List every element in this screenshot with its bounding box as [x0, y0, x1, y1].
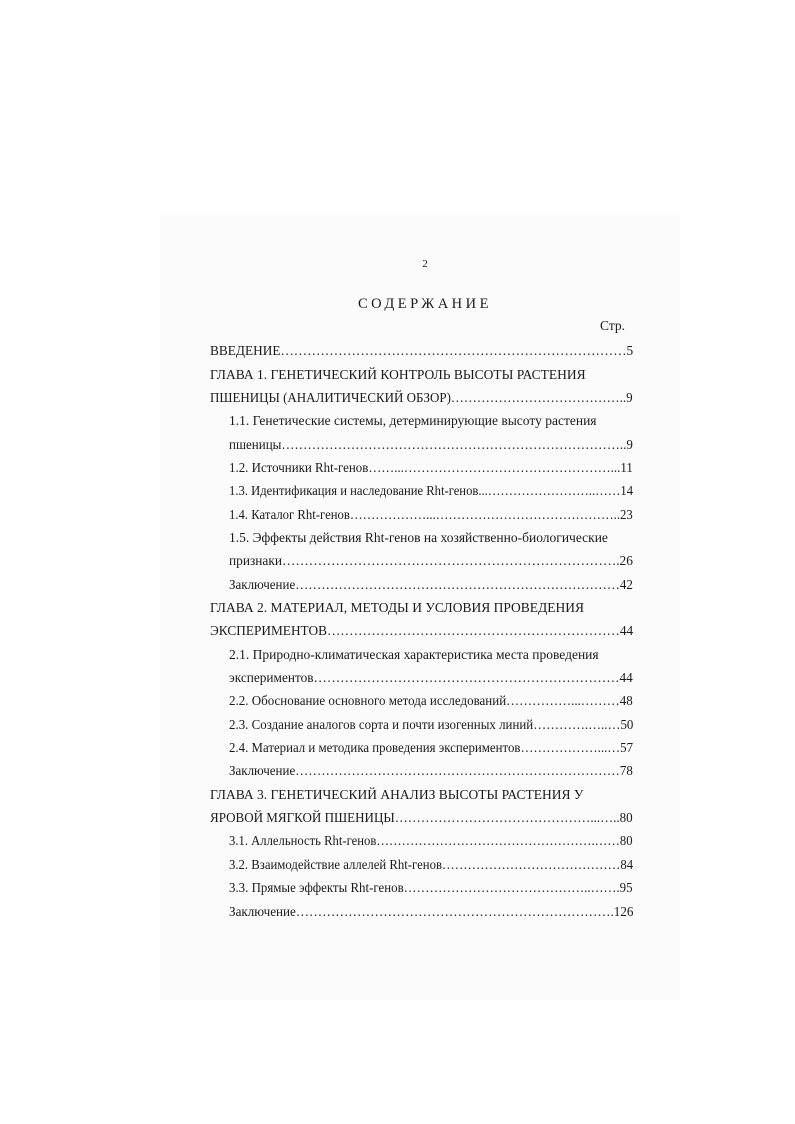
toc-entry-2-3: 2.3. Создание аналогов сорта и почти изогенных линий………….…..…50 [229, 717, 634, 732]
toc-entry-1-5-cont: признаки………………………………………………………………….26 [229, 553, 633, 568]
toc-entry-chapter-1-title-cont: ПШЕНИЦЫ (АНАЛИТИЧЕСКИЙ ОБЗОР)…………………………………..9 [210, 390, 633, 405]
toc-entry-1-4: 1.4. Каталог Rht-генов………………...……………………………………..23 [229, 507, 633, 522]
page-number: 2 [422, 258, 428, 270]
toc-entry-2-1-cont: экспериментов……………………………………………………………44 [229, 670, 633, 685]
toc-entry-2-2: 2.2. Обоснование основного метода исследований……………...………48 [229, 693, 633, 708]
toc-entry-1-5: 1.5. Эффекты действия Rht-генов на хозяйственно-биологические [229, 530, 608, 545]
toc-entry-chapter-3-title: ГЛАВА 3. ГЕНЕТИЧЕСКИЙ АНАЛИЗ ВЫСОТЫ РАСТЕНИЯ У [210, 787, 584, 802]
toc-entry-1-1-cont: пшеницы……………………………………………………………………..9 [229, 437, 633, 452]
toc-entry-3-1: 3.1. Аллельность Rht-генов…………………………………………….……80 [229, 833, 633, 848]
toc-entry-3-3: 3.3. Прямые эффекты Rht-генов……………………………………..…….95 [229, 880, 633, 895]
toc-entry-1-2: 1.2. Источники Rht-генов……...…………………………………………...11 [229, 460, 633, 475]
toc-entry-1-1: 1.1. Генетические системы, детерминирующие высоту растения [229, 413, 597, 428]
toc-entry-introduction: ВВЕДЕНИЕ……………………………………………………………………5 [210, 343, 634, 358]
toc-entry-2-1: 2.1. Природно-климатическая характеристика места проведения [229, 647, 599, 662]
toc-entry-chapter-2-title: ГЛАВА 2. МАТЕРИАЛ, МЕТОДЫ И УСЛОВИЯ ПРОВЕДЕНИЯ [210, 600, 584, 615]
toc-entry-2-4: 2.4. Материал и методика проведения экспериментов………………...…57 [229, 740, 634, 755]
pages-column-label: Стр. [600, 318, 626, 333]
toc-entry-chapter-2-title-cont: ЭКСПЕРИМЕНТОВ…………………………………………………………44 [210, 623, 634, 638]
toc-entry-1-3: 1.3. Идентификация и наследование Rht-генов...……………………..……14 [229, 483, 634, 498]
toc-entry-chapter-2-conclusion: Заключение…………………………………………………………………78 [229, 763, 633, 778]
toc-entry-chapter-3-conclusion: Заключение……………………………………………………………….126 [229, 904, 634, 919]
toc-entry-chapter-1-title: ГЛАВА 1. ГЕНЕТИЧЕСКИЙ КОНТРОЛЬ ВЫСОТЫ РАСТЕНИЯ [210, 367, 586, 382]
toc-entry-3-2: 3.2. Взаимодействие аллелей Rht-генов……………………………………84 [229, 857, 634, 872]
toc-entry-chapter-3-title-cont: ЯРОВОЙ МЯГКОЙ ПШЕНИЦЫ………………………………………...…..80 [210, 810, 633, 825]
contents-heading: СОДЕРЖАНИЕ [358, 296, 492, 312]
toc-entry-chapter-1-conclusion: Заключение…………………………………………………………………42 [229, 577, 633, 592]
